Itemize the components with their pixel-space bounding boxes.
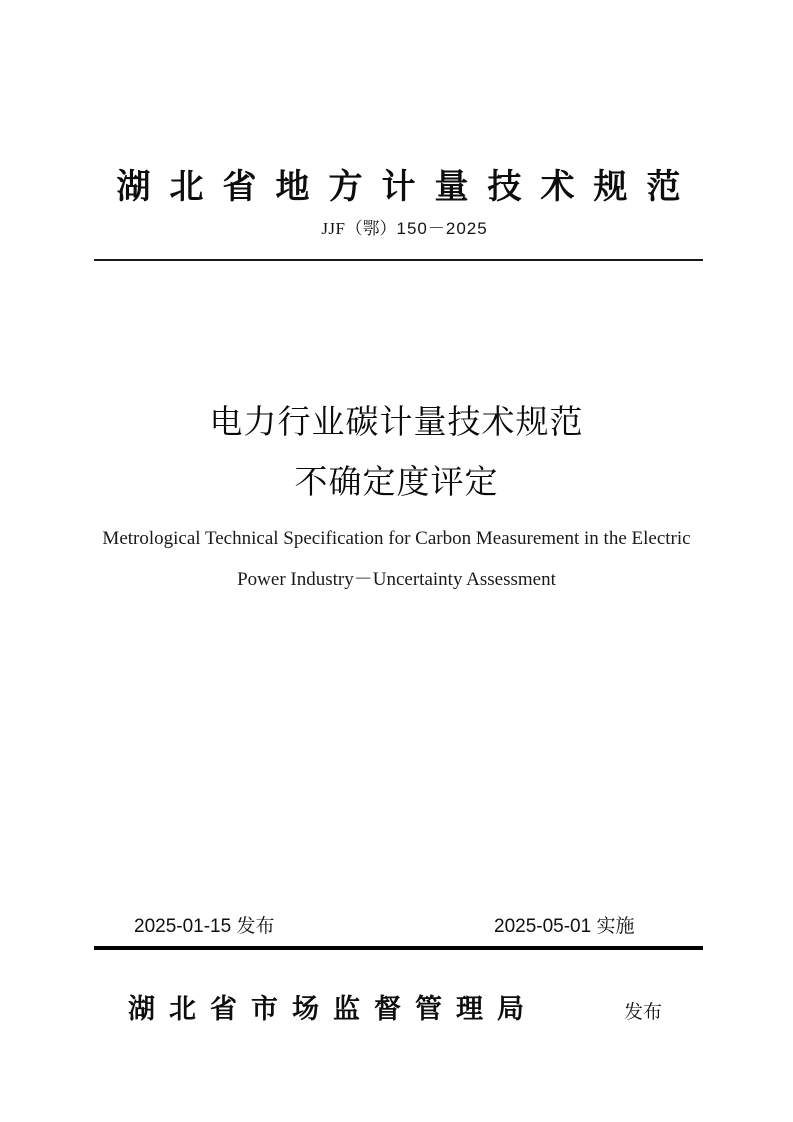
- standard-number-serial: 150－2025: [396, 219, 488, 238]
- document-subtitle-line-1: Metrological Technical Specification for Carbon Measurement in the Electric: [102, 528, 691, 549]
- standard-number-prefix: JJF: [321, 219, 346, 238]
- header-block: [94, 168, 703, 240]
- footer-divider-rule: [94, 946, 703, 950]
- issuer-name: 湖北省市场监督管理局: [128, 994, 538, 1024]
- issuer-action-label: 发布: [624, 1002, 663, 1023]
- document-subtitle-dash: －: [353, 569, 373, 590]
- document-subtitle-english: [0, 518, 793, 600]
- document-title-line-1: 电力行业碳计量技术规范: [209, 403, 584, 440]
- series-title: 湖北省地方计量技术规范: [116, 169, 700, 206]
- document-title-line-2: 不确定度评定: [294, 463, 499, 500]
- standard-number-region: （鄂）: [345, 219, 397, 238]
- document-title: [0, 392, 793, 512]
- issue-date: 2025-01-15 发布: [134, 916, 275, 937]
- standard-number: [94, 218, 703, 240]
- effective-date: 2025-05-01 实施: [494, 916, 635, 937]
- issuer-row: [94, 992, 703, 1036]
- dates-row: [94, 912, 703, 942]
- header-divider-rule: [94, 259, 703, 261]
- document-subtitle-line-2-before-dash: Power Industry: [237, 569, 354, 590]
- document-subtitle-line-2-after-dash: Uncertainty Assessment: [372, 569, 556, 590]
- document-subtitle-line-2: [0, 559, 793, 600]
